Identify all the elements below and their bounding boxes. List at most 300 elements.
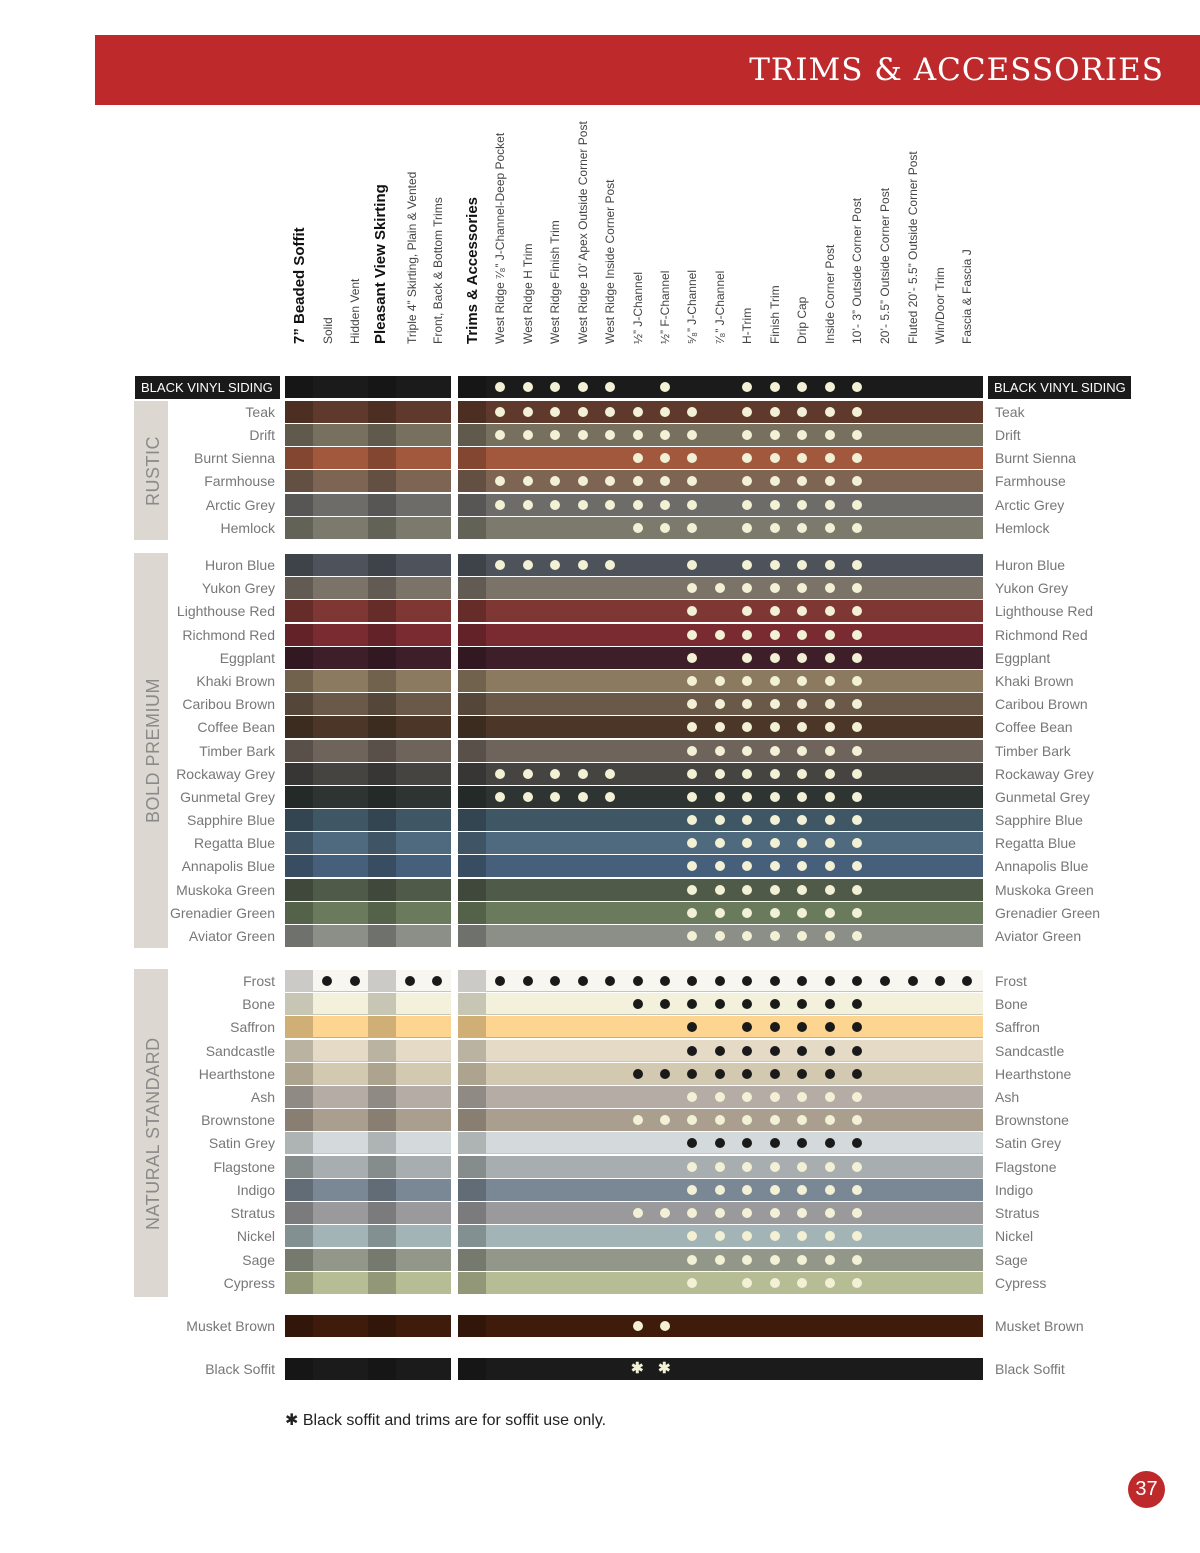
availability-dot (852, 1138, 862, 1148)
swatch-cell (368, 855, 396, 877)
swatch-cell (285, 470, 313, 492)
color-bar-right (458, 1040, 983, 1062)
availability-dot (742, 1231, 752, 1241)
color-bar-right (458, 1225, 983, 1247)
row-label-left: Annapolis Blue (181, 858, 275, 874)
availability-dot (797, 476, 807, 486)
row-label-left: Drift (249, 427, 275, 443)
availability-dot (605, 792, 615, 802)
availability-dot (495, 430, 505, 440)
availability-dot (797, 653, 807, 663)
row-label-left: Hemlock (220, 520, 275, 536)
swatch-cell (285, 494, 313, 516)
color-bar-left (285, 517, 451, 539)
color-bar-right (458, 470, 983, 492)
row-label-left: Lighthouse Red (176, 603, 275, 619)
row-label-right: Flagstone (995, 1159, 1057, 1175)
availability-dot (742, 792, 752, 802)
availability-dot (797, 523, 807, 533)
row-label-left: Cypress (223, 1275, 275, 1291)
row-label-right: Regatta Blue (995, 835, 1076, 851)
availability-dot (797, 999, 807, 1009)
swatch-cell (458, 577, 486, 599)
availability-dot (852, 699, 862, 709)
column-header-trim: 20’- 5.5” Outside Corner Post (878, 187, 892, 344)
availability-dot (825, 1255, 835, 1265)
availability-dot (660, 430, 670, 440)
row-label-left: Musket Brown (186, 1318, 275, 1334)
availability-dot (660, 1069, 670, 1079)
availability-dot (550, 792, 560, 802)
availability-dot (797, 676, 807, 686)
availability-dot (825, 699, 835, 709)
availability-dot (687, 430, 697, 440)
availability-dot (770, 1208, 780, 1218)
availability-dot (578, 382, 588, 392)
color-bar-left (285, 600, 451, 622)
swatch-cell (458, 424, 486, 446)
availability-dot (852, 815, 862, 825)
color-bar-right (458, 832, 983, 854)
row-label-left: Arctic Grey (205, 497, 275, 513)
row-label-left: Rockaway Grey (176, 766, 275, 782)
row-label-right: Caribou Brown (995, 696, 1088, 712)
availability-dot (770, 407, 780, 417)
row-label-right: Stratus (995, 1205, 1040, 1221)
color-bar-right (458, 1109, 983, 1131)
availability-dot (715, 1255, 725, 1265)
availability-dot (687, 500, 697, 510)
availability-dot (715, 885, 725, 895)
color-bar-right (458, 647, 983, 669)
color-bar-right (458, 716, 983, 738)
availability-dot (523, 407, 533, 417)
availability-dot (770, 1185, 780, 1195)
swatch-cell (368, 647, 396, 669)
availability-dot (852, 500, 862, 510)
availability-dot (495, 792, 505, 802)
availability-dot (742, 769, 752, 779)
availability-dot (742, 1255, 752, 1265)
availability-dot (797, 583, 807, 593)
row-label-right: Frost (995, 973, 1027, 989)
color-bar-left (285, 1179, 451, 1201)
color-bar-right (458, 970, 983, 992)
availability-dot (852, 838, 862, 848)
swatch-cell (458, 1063, 486, 1085)
swatch-cell (285, 517, 313, 539)
availability-dot (825, 523, 835, 533)
row-label-right: Ash (995, 1089, 1020, 1105)
swatch-cell (368, 1109, 396, 1131)
availability-dot (660, 453, 670, 463)
availability-dot (687, 1162, 697, 1172)
availability-dot (742, 746, 752, 756)
availability-dot (432, 976, 442, 986)
availability-dot (715, 792, 725, 802)
availability-dot (825, 407, 835, 417)
column-header-trim: Fluted 20’- 5.5” Outside Corner Post (906, 151, 920, 344)
swatch-cell (368, 740, 396, 762)
availability-dot (660, 476, 670, 486)
swatch-cell (458, 1109, 486, 1131)
availability-dot (687, 838, 697, 848)
availability-dot (742, 885, 752, 895)
color-bar-left (285, 424, 451, 446)
color-bar-right (458, 624, 983, 646)
availability-dot (742, 838, 752, 848)
color-bar-right (458, 401, 983, 423)
availability-dot (578, 976, 588, 986)
row-label-left: Stratus (230, 1205, 275, 1221)
color-bar-left (285, 902, 451, 924)
swatch-cell (285, 925, 313, 947)
availability-dot (770, 815, 780, 825)
availability-dot (825, 1185, 835, 1195)
availability-dot (605, 407, 615, 417)
availability-dot (852, 746, 862, 756)
availability-dot (797, 430, 807, 440)
availability-dot (770, 769, 780, 779)
row-label-left: Frost (243, 973, 275, 989)
swatch-cell (368, 1086, 396, 1108)
color-bar-right (458, 1249, 983, 1271)
soffit-only-star: ✱ (658, 1360, 671, 1377)
availability-dot (687, 999, 697, 1009)
availability-dot (852, 1185, 862, 1195)
swatch-cell (458, 1225, 486, 1247)
availability-dot (523, 500, 533, 510)
swatch-cell (368, 1132, 396, 1154)
availability-dot (770, 1115, 780, 1125)
color-bar-right (458, 809, 983, 831)
availability-dot (852, 382, 862, 392)
color-bar-left (285, 401, 451, 423)
swatch-cell (368, 1315, 396, 1337)
color-bar-right (458, 902, 983, 924)
availability-dot (742, 1069, 752, 1079)
availability-dot (797, 746, 807, 756)
row-label-left: Burnt Sienna (194, 450, 275, 466)
availability-dot (797, 908, 807, 918)
row-label-left: Black Soffit (205, 1361, 275, 1377)
availability-dot (742, 815, 752, 825)
availability-dot (852, 407, 862, 417)
row-label-left: Sapphire Blue (187, 812, 275, 828)
swatch-cell (285, 740, 313, 762)
availability-dot (797, 792, 807, 802)
color-bar-left (285, 1132, 451, 1154)
swatch-cell (368, 447, 396, 469)
availability-dot (825, 1231, 835, 1241)
color-bar-left (285, 693, 451, 715)
color-bar-right (458, 993, 983, 1015)
availability-dot (742, 606, 752, 616)
row-label-left: Brownstone (201, 1112, 275, 1128)
column-header-skirting-trims: Front, Back & Bottom Trims (431, 197, 445, 344)
swatch-cell (458, 624, 486, 646)
availability-dot (825, 1138, 835, 1148)
swatch-cell (368, 716, 396, 738)
availability-dot (852, 885, 862, 895)
page-number: 37 (1128, 1471, 1165, 1508)
availability-dot (742, 453, 752, 463)
availability-dot (742, 1208, 752, 1218)
availability-dot (825, 430, 835, 440)
column-heading-soffit: 7” Beaded Soffit (291, 227, 308, 344)
swatch-cell (368, 470, 396, 492)
swatch-cell (458, 970, 486, 992)
swatch-cell (285, 1016, 313, 1038)
availability-dot (797, 722, 807, 732)
row-label-left: Teak (245, 404, 275, 420)
swatch-cell (285, 855, 313, 877)
availability-dot (742, 999, 752, 1009)
availability-dot (742, 976, 752, 986)
availability-dot (770, 676, 780, 686)
row-label-right: Musket Brown (995, 1318, 1084, 1334)
row-label-right: Richmond Red (995, 627, 1088, 643)
availability-dot (825, 653, 835, 663)
availability-dot (578, 476, 588, 486)
availability-dot (770, 838, 780, 848)
availability-dot (797, 382, 807, 392)
availability-dot (825, 676, 835, 686)
color-bar-right (458, 1179, 983, 1201)
availability-dot (770, 885, 780, 895)
color-bar-left (285, 1156, 451, 1178)
color-bar-left (285, 1040, 451, 1062)
swatch-cell (285, 1358, 313, 1380)
swatch-cell (368, 925, 396, 947)
color-bar-right (458, 1358, 983, 1380)
availability-dot (633, 1115, 643, 1125)
column-header-trim: 10’- 3” Outside Corner Post (850, 197, 864, 344)
availability-dot (550, 430, 560, 440)
row-label-right: Aviator Green (995, 928, 1082, 944)
swatch-cell (368, 401, 396, 423)
row-label-right: Sapphire Blue (995, 812, 1083, 828)
swatch-cell (285, 1156, 313, 1178)
availability-dot (852, 430, 862, 440)
availability-dot (852, 1231, 862, 1241)
swatch-cell (368, 670, 396, 692)
availability-dot (770, 746, 780, 756)
swatch-cell (458, 993, 486, 1015)
row-label-left: Eggplant (219, 650, 275, 666)
row-label-right: Black Soffit (995, 1361, 1065, 1377)
row-label-left: Indigo (236, 1182, 275, 1198)
availability-dot (825, 630, 835, 640)
availability-dot (852, 1278, 862, 1288)
availability-dot (687, 606, 697, 616)
color-bar-right (458, 925, 983, 947)
column-header-trim: H-Trim (740, 307, 754, 344)
swatch-cell (368, 1358, 396, 1380)
availability-dot (770, 382, 780, 392)
availability-dot (852, 999, 862, 1009)
availability-dot (495, 769, 505, 779)
row-label-right: BLACK VINYL SIDING (988, 376, 1131, 399)
availability-dot (687, 1208, 697, 1218)
availability-dot (852, 1046, 862, 1056)
row-label-right: Hemlock (995, 520, 1050, 536)
availability-dot (797, 815, 807, 825)
swatch-cell (285, 1315, 313, 1337)
swatch-cell (285, 554, 313, 576)
color-bar-right (458, 1156, 983, 1178)
row-label-left: Regatta Blue (194, 835, 275, 851)
availability-dot (770, 653, 780, 663)
color-bar-left (285, 1315, 451, 1337)
color-bar-left (285, 577, 451, 599)
color-bar-left (285, 647, 451, 669)
availability-dot (908, 976, 918, 986)
availability-dot (605, 476, 615, 486)
row-label-right: Saffron (995, 1019, 1040, 1035)
availability-dot (715, 815, 725, 825)
row-label-right: Cypress (995, 1275, 1047, 1291)
color-bar-left (285, 1063, 451, 1085)
color-bar-right (458, 600, 983, 622)
availability-dot (852, 630, 862, 640)
availability-dot (825, 722, 835, 732)
availability-dot (742, 407, 752, 417)
availability-dot (687, 722, 697, 732)
swatch-cell (458, 470, 486, 492)
availability-dot (715, 1069, 725, 1079)
availability-dot (962, 976, 972, 986)
availability-dot (687, 583, 697, 593)
availability-dot (825, 838, 835, 848)
availability-dot (797, 606, 807, 616)
availability-dot (550, 407, 560, 417)
availability-dot (825, 382, 835, 392)
row-label-left: Huron Blue (204, 557, 275, 573)
swatch-cell (458, 879, 486, 901)
availability-dot (660, 382, 670, 392)
availability-dot (770, 476, 780, 486)
availability-dot (687, 1092, 697, 1102)
availability-dot (578, 792, 588, 802)
swatch-cell (285, 1249, 313, 1271)
availability-dot (742, 653, 752, 663)
swatch-cell (458, 494, 486, 516)
availability-dot (825, 1162, 835, 1172)
availability-dot (825, 792, 835, 802)
availability-dot (852, 653, 862, 663)
swatch-cell (285, 832, 313, 854)
availability-dot (770, 861, 780, 871)
availability-dot (715, 583, 725, 593)
availability-dot (742, 1092, 752, 1102)
availability-dot (852, 976, 862, 986)
availability-dot (687, 560, 697, 570)
availability-dot (852, 1069, 862, 1079)
color-bar-right (458, 424, 983, 446)
availability-dot (660, 407, 670, 417)
availability-dot (495, 407, 505, 417)
color-bar-left (285, 1249, 451, 1271)
availability-dot (660, 976, 670, 986)
color-bar-left (285, 809, 451, 831)
availability-dot (852, 1092, 862, 1102)
row-label-left: Yukon Grey (201, 580, 275, 596)
availability-dot (523, 560, 533, 570)
row-label-right: Arctic Grey (995, 497, 1065, 513)
availability-dot (495, 382, 505, 392)
column-header-trim: West Ridge 10’ Apex Outside Corner Post (576, 121, 590, 344)
availability-dot (715, 931, 725, 941)
row-label-right: Satin Grey (995, 1135, 1062, 1151)
swatch-cell (368, 624, 396, 646)
group-label: NATURAL STANDARD (143, 1036, 163, 1230)
row-label-right: Indigo (995, 1182, 1034, 1198)
availability-dot (797, 1138, 807, 1148)
swatch-cell (458, 740, 486, 762)
availability-dot (825, 885, 835, 895)
availability-dot (797, 407, 807, 417)
availability-dot (770, 430, 780, 440)
color-bar-right (458, 1315, 983, 1337)
color-bar-right (458, 447, 983, 469)
availability-dot (742, 931, 752, 941)
availability-dot (687, 861, 697, 871)
column-header-trim: ⁷⁄₈” J-Channel (713, 270, 727, 344)
availability-dot (797, 1022, 807, 1032)
availability-dot (852, 792, 862, 802)
swatch-cell (368, 970, 396, 992)
swatch-cell (285, 693, 313, 715)
availability-dot (633, 407, 643, 417)
availability-dot (825, 1278, 835, 1288)
availability-dot (405, 976, 415, 986)
availability-dot (852, 1022, 862, 1032)
row-label-right: Drift (995, 427, 1021, 443)
swatch-cell (368, 809, 396, 831)
availability-dot (550, 560, 560, 570)
row-label-right: Teak (995, 404, 1025, 420)
availability-dot (825, 861, 835, 871)
swatch-cell (285, 1225, 313, 1247)
availability-dot (770, 1092, 780, 1102)
availability-dot (660, 1321, 670, 1331)
availability-dot (687, 630, 697, 640)
availability-dot (495, 500, 505, 510)
row-label-left: Sage (242, 1252, 275, 1268)
color-bar-left (285, 1109, 451, 1131)
availability-dot (633, 1208, 643, 1218)
availability-dot (687, 699, 697, 709)
availability-dot (770, 560, 780, 570)
swatch-cell (458, 401, 486, 423)
swatch-cell (285, 401, 313, 423)
availability-dot (550, 976, 560, 986)
column-header-trim: ½” J-Channel (631, 271, 645, 344)
color-bar-left (285, 993, 451, 1015)
color-bar-left (285, 740, 451, 762)
row-label-right: Sandcastle (995, 1043, 1065, 1059)
availability-dot (633, 976, 643, 986)
swatch-cell (285, 670, 313, 692)
availability-dot (770, 722, 780, 732)
availability-dot (770, 1046, 780, 1056)
availability-dot (852, 861, 862, 871)
column-header-trim: Fascia & Fascia J (960, 249, 974, 344)
swatch-cell (368, 600, 396, 622)
row-label-left: Satin Grey (208, 1135, 275, 1151)
availability-dot (797, 560, 807, 570)
